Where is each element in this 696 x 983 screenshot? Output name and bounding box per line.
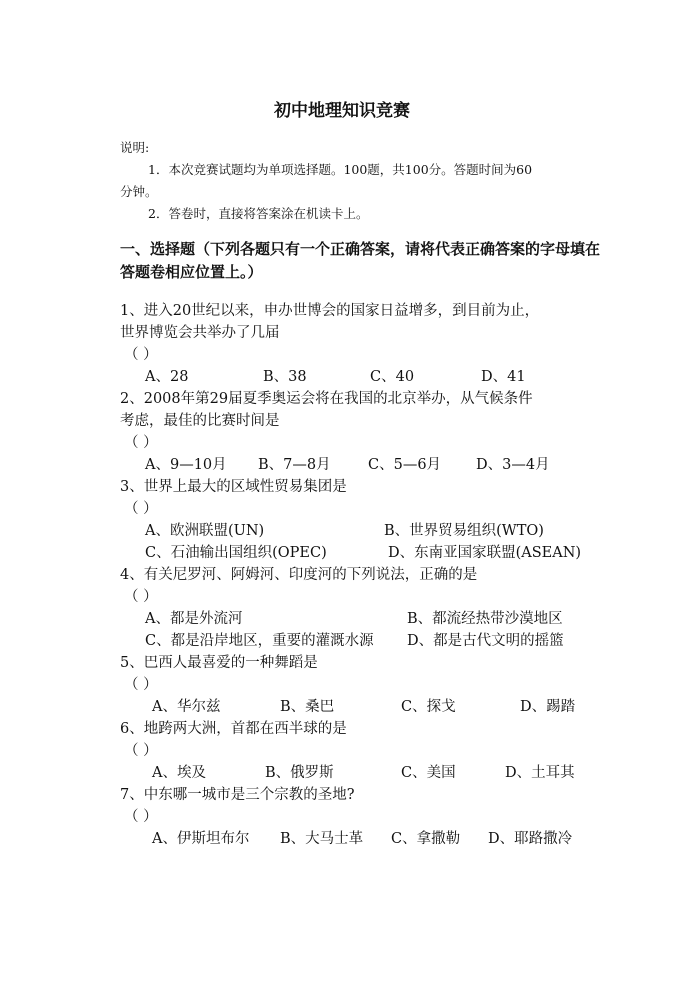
section-heading: 一、选择题（下列各题只有一个正确答案，请将代表正确答案的字母填在 [120, 240, 601, 258]
option-1d: D、41 [481, 369, 526, 385]
notes-item-2: 2．答卷时，直接将答案涂在机读卡上。 [148, 206, 369, 221]
option-2c: C、5—6月 [368, 457, 442, 473]
option-6b: B、俄罗斯 [265, 765, 334, 781]
answer-blank-1: （ ） [124, 347, 158, 363]
option-6c: C、美国 [401, 765, 456, 781]
answer-blank-7: （ ） [124, 809, 158, 825]
option-1c: C、40 [370, 369, 415, 385]
option-6a: A、埃及 [152, 765, 206, 781]
option-5d: D、踢踏 [520, 699, 576, 715]
question-1: 1、进入20世纪以来，申办世博会的国家日益增多，到目前为止， [120, 303, 540, 319]
option-3b: B、世界贸易组织(WTO) [384, 523, 544, 539]
option-2a: A、9—10月 [145, 457, 227, 473]
question-5: 5、巴西人最喜爱的一种舞蹈是 [120, 655, 318, 671]
section-heading-cont: 答题卷相应位置上。） [120, 263, 263, 281]
option-3d: D、东南亚国家联盟(ASEAN) [388, 545, 582, 561]
answer-blank-6: （ ） [124, 743, 158, 759]
answer-blank-2: （ ） [124, 435, 158, 451]
answer-blank-4: （ ） [124, 589, 158, 605]
option-4a: A、都是外流河 [145, 611, 243, 627]
question-7: 7、中东哪一城市是三个宗教的圣地? [120, 787, 355, 803]
option-4b: B、都流经热带沙漠地区 [407, 611, 563, 627]
option-7c: C、拿撒勒 [391, 831, 461, 847]
answer-blank-3: （ ） [124, 501, 158, 517]
option-1b: B、38 [263, 369, 307, 385]
option-4c: C、都是沿岸地区，重要的灌溉水源 [145, 633, 374, 649]
question-4: 4、有关尼罗河、阿姆河、印度河的下列说法，正确的是 [120, 567, 478, 583]
page-title: 初中地理知识竞赛 [274, 101, 410, 121]
option-7b: B、大马士革 [280, 831, 364, 847]
question-2: 2、2008年第29届夏季奥运会将在我国的北京举办，从气候条件 [120, 391, 533, 407]
option-3c: C、石油输出国组织(OPEC) [145, 545, 327, 561]
option-7a: A、伊斯坦布尔 [152, 831, 250, 847]
answer-blank-5: （ ） [124, 677, 158, 693]
option-7d: D、耶路撒冷 [488, 831, 573, 847]
option-5a: A、华尔兹 [152, 699, 221, 715]
notes-item-1-cont: 分钟。 [120, 184, 158, 199]
option-4d: D、都是古代文明的摇篮 [407, 633, 564, 649]
notes-label: 说明: [120, 140, 150, 155]
question-6: 6、地跨两大洲，首都在西半球的是 [120, 721, 347, 737]
option-5c: C、探戈 [401, 699, 456, 715]
option-2d: D、3—4月 [476, 457, 550, 473]
notes-item-1: 1．本次竞赛试题均为单项选择题。100题，共100分。答题时间为60 [148, 162, 533, 177]
option-6d: D、土耳其 [505, 765, 575, 781]
question-1-cont: 世界博览会共举办了几届 [120, 325, 280, 341]
question-3: 3、世界上最大的区域性贸易集团是 [120, 479, 347, 495]
question-2-cont: 考虑，最佳的比赛时间是 [120, 413, 280, 429]
option-3a: A、欧洲联盟(UN) [145, 523, 265, 539]
option-2b: B、7—8月 [258, 457, 331, 473]
option-1a: A、28 [145, 369, 189, 385]
option-5b: B、桑巴 [280, 699, 335, 715]
